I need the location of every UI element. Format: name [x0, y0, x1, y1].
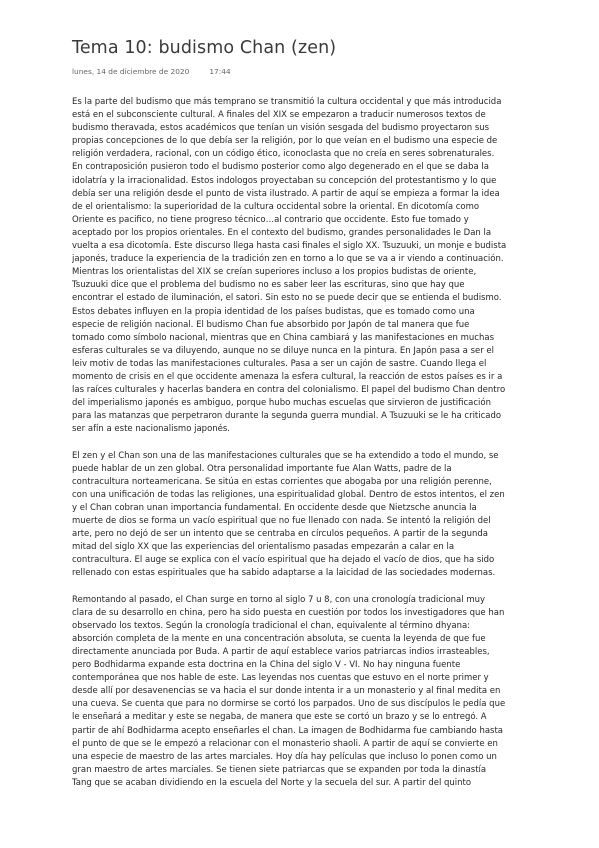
paragraph [72, 96, 532, 436]
text-line: El zen y el Chan son una de las manifestaciones culturales que se ha extendido a todo el mundo, se [72, 450, 499, 461]
text-line: clara de su desarrollo en china, pero ha sido puesta en cuestión por todos los investigadores que han [72, 607, 505, 618]
text-line: Oriente es pacifico, no tiene progreso técnico…al contrario que occidente. Esto fue tomado y [72, 214, 469, 225]
text-line: budismo theravada, estos académicos que tenían un visión sesgada del budismo proyectaron sus [72, 123, 490, 134]
text-line: leiv motiv de todas las manifestaciones culturales. Pasa a ser un cajón de sastre. Cuando llega el [72, 358, 487, 369]
text-line: ser afín a este nacionalismo japonés. [72, 424, 231, 435]
text-line: le enseñará a meditar y este se negaba, de manera que este se cortó un brazo y se lo entregó. A [72, 712, 487, 723]
page-meta [72, 67, 231, 76]
text-line: vuelta a esa dicotomía. Este discurso llega hasta casi finales el siglo XX. Tsuzuuki, un monje e budista [72, 241, 507, 252]
text-line: puede hablar de un zen global. Otra personalidad importante fue Alan Watts, padre de la [72, 463, 452, 474]
text-line: Tang que se acaban dividiendo en la escuela del Norte y la secuela del sur. A partir del quinto [72, 777, 472, 788]
text-line: tomado como símbolo nacional, mientras que en China cambiará y las manifestaciones en muchas [72, 332, 494, 343]
text-line: momento de crisis en el que occidente amenaza la esfera cultural, la reacción de estos países es ir a [72, 371, 503, 382]
text-line: Remontando al pasado, el Chan surge en torno al siglo 7 u 8, con una cronología tradicional muy [72, 594, 486, 605]
text-line: encontrar el estado de iluminación, el satori. Sin esto no se puede decir que se entienda el budismo. [72, 293, 502, 304]
text-line: de el orientalismo: la superioridad de la cultura occidental sobre la oriental. En dicotomía como [72, 201, 480, 212]
text-line: En contraposición pusieron todo el budismo posterior como algo degenerado en el que se daba la [72, 162, 489, 173]
text-line: arte, pero no dejó de ser un intento que se centraba en círculos pequeños. A partir de la segunda [72, 529, 488, 540]
text-line: contracultura norteamericana. Se sitúa en estas corrientes que abogaba por una religión perenne, [72, 476, 492, 487]
paragraph [72, 450, 532, 581]
text-line: el punto de que se le empezó a relacionar con el monasterio shaoli. A partir de aquí se convierte en [72, 738, 498, 749]
text-line: mitad del siglo XX que las experiencias del orientalismo pasadas empezarán a calar en la [72, 542, 455, 553]
text-line: Estos debates influyen en la propia identidad de los países budistas, que es tomado como una [72, 306, 475, 317]
text-line: para las matanzas que perpetraron durante la segunda guerra mundial. A Tsuzuuki se le ha criticado [72, 411, 502, 422]
text-line: Tsuzuuki dice que el problema del budismo no es saber leer las escrituras, sino que hay que [72, 280, 465, 291]
text-line: aceptado por los propios orientales. En el contexto del budismo, grandes personalidades le Dan la [72, 227, 492, 238]
text-line: directamente anunciada por Buda. A partir de aquí establece varios patriarcas indios irrasteables, [72, 646, 490, 657]
document-body [72, 96, 532, 803]
text-line: las raíces culturales y hacerlas bandera en contra del colonialismo. El papel del budismo Chan dentro [72, 385, 506, 396]
text-line: Es la parte del budismo que más temprano se transmitió la cultura occidental y que más introducida [72, 97, 502, 107]
paragraph [72, 594, 532, 790]
text-line: contemporánea que nos hable de este. Las leyendas nos cuentas que estuvo en el norte primer y [72, 673, 489, 684]
text-line: Mientras los orientalistas del XIX se creían superiores incluso a los propios budistas de oriente, [72, 267, 477, 278]
text-line: partir de ahí Bodhidarma acepto enseñarles el chan. La imagen de Bodhidarma fue cambiando hasta [72, 725, 504, 736]
text-line: especie de religión nacional. El budismo Chan fue absorbido por Japón de tal manera que fue [72, 319, 470, 330]
text-line: pero Bodhidarma expande esta doctrina en la China del siglo V - VI. No hay ninguna fuente [72, 660, 461, 671]
text-line: una cueva. Se cuenta que para no dormirse se cortó los parpados. Uno de sus discípulos le pedía que [72, 699, 506, 710]
text-line: contracultura. El auge se explica con el vacío espiritual que ha dejado el vacío de dios, que ha sido [72, 555, 495, 566]
text-line: observado los textos. Según la cronología tradicional el chan, equivalente al término dhyana: [72, 620, 471, 631]
page-title: Tema 10: budismo Chan (zen) [72, 38, 337, 58]
text-line: debía ser una religión desde el punto de vista ilustrado. A partir de aquí se empieza a formar la idea [72, 188, 500, 199]
text-line: idolatría y la irracionalidad. Estos indologos proyectaban su concepción del protestantismo y lo que [72, 175, 497, 186]
text-line: una especie de maestro de las artes marciales. Hoy día hay películas que incluso lo ponen como un [72, 751, 497, 762]
page-date: lunes, 14 de diciembre de 2020 [72, 67, 190, 76]
text-line: está en el subconsciente cultural. A finales del XIX se empezaron a traducir numerosos textos de [72, 110, 486, 121]
text-line: y el Chan cobran unan importancia fundamental. En occidente desde que Nietzsche anuncia la [72, 502, 477, 513]
text-line: esferas culturales se va diluyendo, aunque no se diluye nunca en la pintura. En Japón pasa a ser el [72, 345, 495, 356]
text-line: rellenado con estas espirituales que ha sabido adaptarse a la laicidad de las sociedades modernas. [72, 568, 496, 579]
page-time: 17:44 [209, 67, 231, 76]
text-line: religión verdadera, racional, con un código ético, iconoclasta que no creía en seres sobrenaturales. [72, 149, 495, 160]
text-line: absorción completa de la mente en una concentración absoluta, se cuenta la leyenda de que fue [72, 633, 486, 644]
text-line: muerte de dios se forma un vacío espiritual que no fue llenado con nada. Se intentó la religión del [72, 516, 491, 526]
text-line: japonés, traduce la experiencia de la tradición zen en torno a lo que se va a ir viendo a continuación. [72, 254, 504, 265]
text-line: del imperialismo japonés es ambiguo, porque hubo muchas escuelas que sirvieron de justificación [72, 398, 491, 409]
text-line: propias concepciones de lo que debía ser la religión, por lo que veían en el budismo una especie de [72, 136, 498, 147]
text-line: desde allí por desavenencias se va hacia el sur donde intenta ir a un monasterio y al final medita en [72, 686, 501, 697]
text-line: gran maestro de artes marciales. Se tienen siete patriarcas que se expanden por toda la dinastía [72, 764, 487, 775]
text-line: con una unificación de todas las religiones, una espiritualidad global. Dentro de estos intentos, el zen [72, 489, 505, 500]
